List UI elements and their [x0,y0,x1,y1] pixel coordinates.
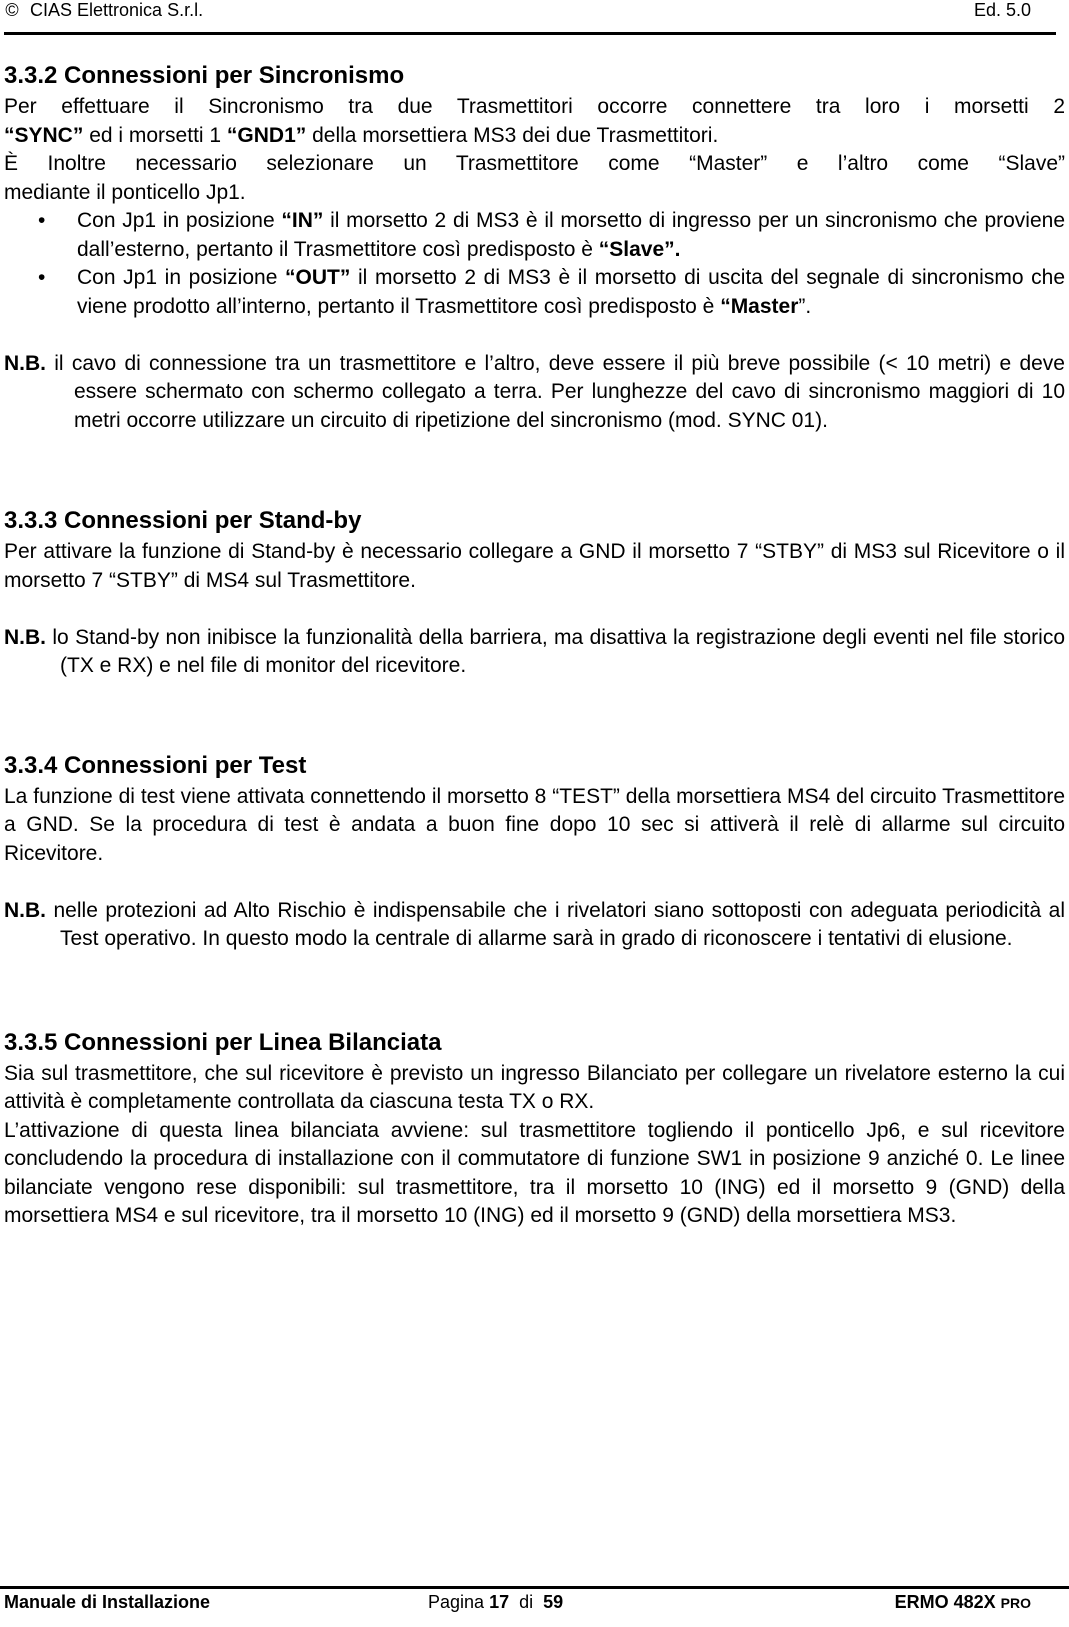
section-title-test: 3.3.4 Connessioni per Test [4,751,307,779]
balanced-paragraph-1: Sia sul trasmettitore, che sul ricevitore è previsto un ingresso Bilanciato per collegare un rivelatore esterno la cui attività è completamente controllata da ciascuna testa TX o RX. [4,1061,1065,1113]
footer-manual-title: Manuale di Installazione [4,1592,211,1612]
sync-note: N.B. il cavo di connessione tra un trasmettitore e l’altro, deve essere il più breve possibile (< 10 metri) e deve essere schermato con schermo collegato a terra. Per lunghezze del cavo di sincronismo maggiori di 10 metri occorre utilizzare un circuito di ripetizione del sincronismo (mod. SYNC 01). [4,351,1065,432]
sync-paragraph-2a: È Inoltre necessario selezionare un Trasmettitore come “Master” e l’altro come “Slave” [4,152,1065,175]
footer-rule [0,1586,1069,1589]
test-paragraph: La funzione di test viene attivata connettendo il morsetto 8 “TEST” della morsettiera MS4 del circuito Trasmettitore a GND. Se la procedura di test è andata a buon fine dopo 10 sec si attiverà il relè di allarme sul circuito Ricevitore. [4,784,1065,865]
sync-paragraph-2b: mediante il ponticello Jp1. [4,180,246,204]
list-item: • Con Jp1 in posizione “IN” il morsetto 2 di MS3 è il morsetto di ingresso per un sincronismo che proviene dall’esterno, pertanto il Trasmettitore così predisposto è “Slave”. [38,209,1066,261]
header-company [4,0,203,21]
footer-product: ERMO 482X PRO [894,1592,1031,1612]
test-note: N.B. nelle protezioni ad Alto Rischio è indispensabile che i rivelatori siano sottoposti con adeguata periodicità al Test operativo. In questo modo la centrale di allarme sarà in grado di riconoscere i tentativi di elusione. [4,898,1065,950]
footer-page-number: Pagina 17 di 59 [428,1592,564,1612]
standby-paragraph: Per attivare la funzione di Stand-by è necessario collegare a GND il morsetto 7 “STBY” di MS3 sul Ricevitore o il morsetto 7 “STBY” di MS4 sul Trasmettitore. [4,540,1065,592]
sync-paragraph-1b: “SYNC” ed i morsetti 1 “GND1” della morsettiera MS3 dei due Trasmettitori. [4,123,719,147]
sync-bullet-list [4,207,1065,321]
balanced-paragraph-2: L’attivazione di questa linea bilanciata avviene: sul trasmettitore togliendo il ponticello Jp6, e sul ricevitore concludendo la procedura di installazione con il commutatore di funzione SW1 in posizione 9 anziché 0. Le linee bilanciate vengono rese disponibili: sul trasmettitore, tra il morsetto 10 (ING) ed il morsetto 9 (GND) della morsettiera MS4 e sul ricevitore, tra il morsetto 10 (ING) ed il morsetto 9 (GND) della morsettiera MS3. [4,1118,1065,1227]
page-header [4,0,1031,34]
page-content [4,60,1065,1231]
list-item: • Con Jp1 in posizione “OUT” il morsetto 2 di MS3 è il morsetto di uscita del segnale di sincronismo che viene prodotto all’interno, pertanto il Trasmettitore così predisposto è “Master”. [38,266,1065,318]
bullet-icon: • [38,209,46,232]
section-title-balanced: 3.3.5 Connessioni per Linea Bilanciata [4,1028,442,1056]
sync-paragraph-1a: Per effettuare il Sincronismo tra due Trasmettitori occorre connettere tra loro i morsetti 2 [4,95,1065,118]
note-label: N.B. [4,898,46,922]
standby-note: N.B. lo Stand-by non inibisce la funzionalità della barriera, ma disattiva la registrazione degli eventi nel file storico (TX e RX) e nel file di monitor del ricevitore. [4,625,1065,677]
header-rule [4,32,1056,35]
section-title-standby: 3.3.3 Connessioni per Stand-by [4,507,362,534]
note-label: N.B. [4,351,46,375]
bullet-icon: • [38,266,46,289]
note-label: N.B. [4,625,46,649]
header-edition: Ed. 5.0 [973,0,1031,20]
section-title-sync: 3.3.2 Connessioni per Sincronismo [4,62,405,89]
copyright-icon: © [5,0,19,20]
company-name: CIAS Elettronica S.r.l. [30,0,204,20]
